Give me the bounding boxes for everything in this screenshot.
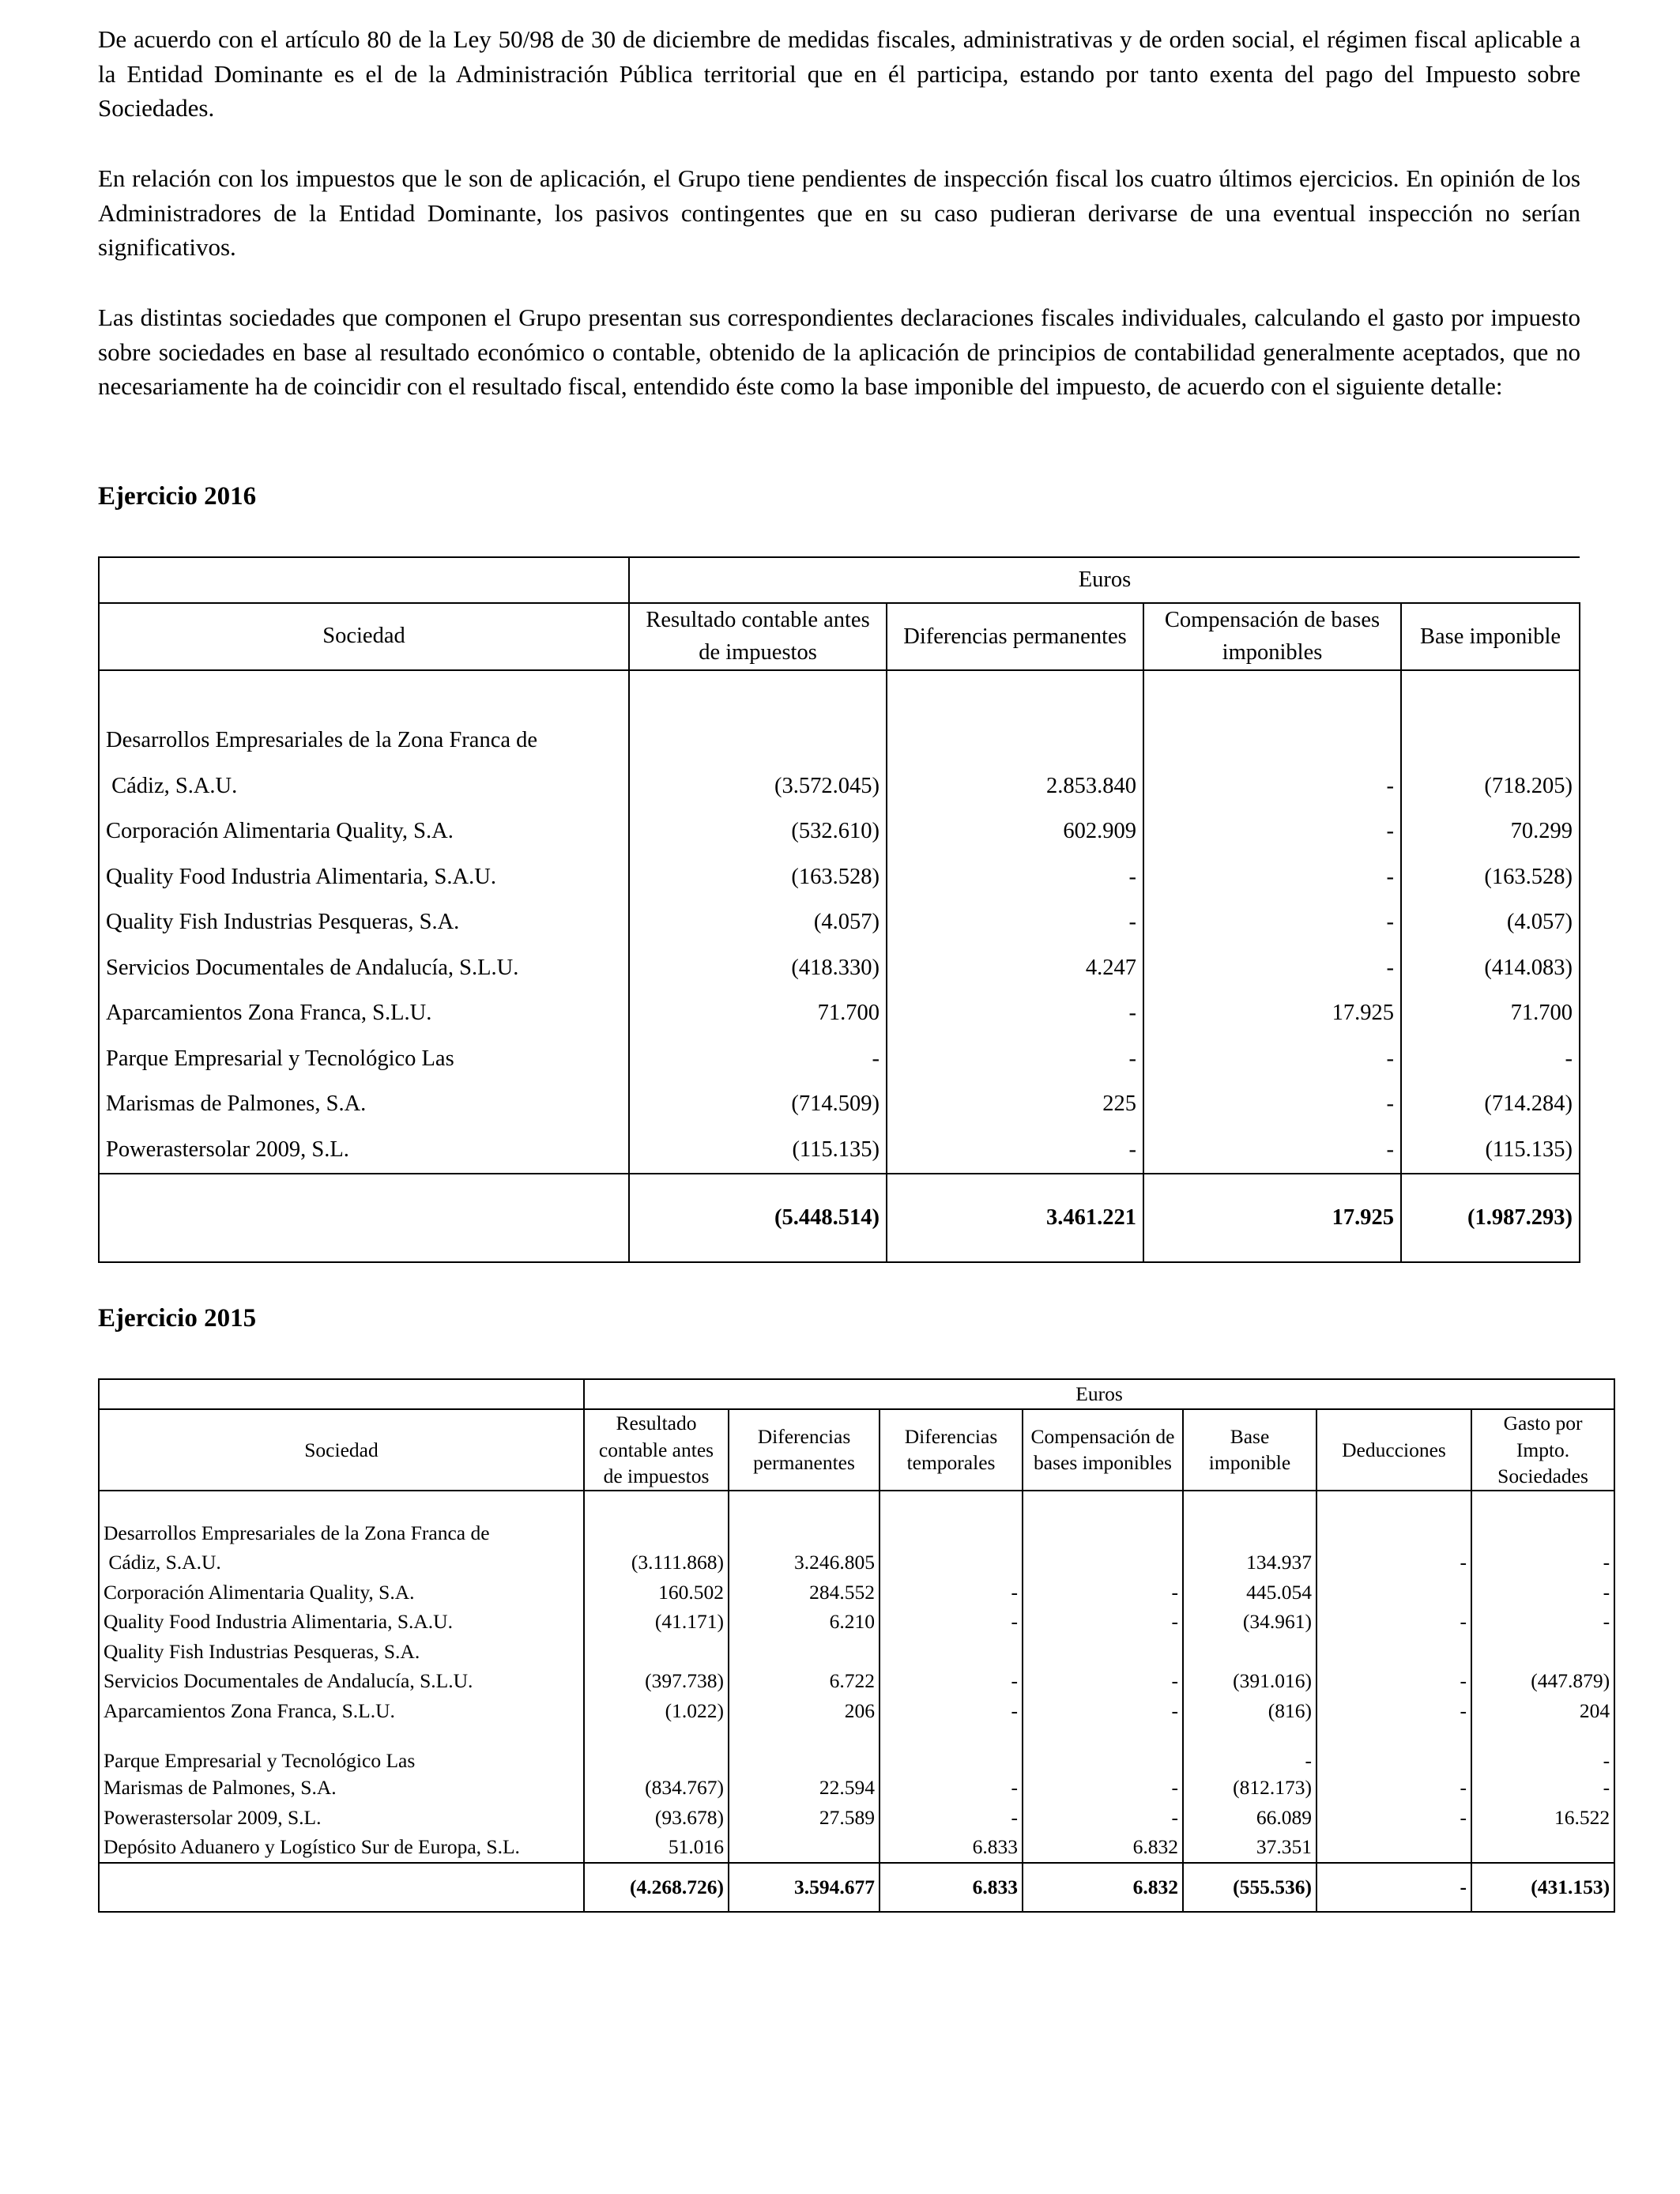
value-cell: [880, 1518, 1023, 1548]
table-row: [99, 854, 1580, 900]
value-cell: [880, 1547, 1023, 1578]
value-cell: -: [1143, 1082, 1401, 1128]
table-row: [99, 991, 1580, 1037]
heading-2015: Ejercicio 2015: [98, 1304, 257, 1333]
value-cell: 71.700: [629, 991, 887, 1037]
value-cell: 6.832: [1023, 1832, 1183, 1863]
total-cell: -: [1317, 1863, 1471, 1912]
value-cell: -: [1471, 1547, 1614, 1578]
table-row: [99, 1578, 1614, 1608]
table-row: [99, 1773, 1614, 1803]
value-cell: (414.083): [1401, 945, 1580, 991]
company-name-cell: Servicios Documentales de Andalucía, S.L.U.: [99, 945, 629, 991]
value-cell: -: [1401, 1036, 1580, 1082]
value-cell: 70.299: [1401, 809, 1580, 855]
value-cell: -: [1143, 1036, 1401, 1082]
heading-2016: Ejercicio 2016: [98, 482, 257, 511]
value-cell: [584, 1725, 729, 1773]
value-cell: -: [1317, 1666, 1471, 1696]
value-cell: 602.909: [887, 809, 1143, 855]
value-cell: -: [1143, 1127, 1401, 1174]
value-cell: (1.022): [584, 1696, 729, 1726]
value-cell: 71.700: [1401, 991, 1580, 1037]
value-cell: [1023, 1637, 1183, 1667]
value-cell: (41.171): [584, 1607, 729, 1637]
value-cell: -: [1023, 1578, 1183, 1608]
value-cell: [729, 1518, 880, 1548]
company-name-cell: Cádiz, S.A.U.: [99, 1547, 584, 1578]
value-cell: 6.722: [729, 1666, 880, 1696]
value-cell: (115.135): [629, 1127, 887, 1174]
company-name-cell: Quality Food Industria Alimentaria, S.A.U.: [99, 854, 629, 900]
value-cell: 66.089: [1183, 1803, 1317, 1833]
value-cell: [1317, 1637, 1471, 1667]
value-cell: (391.016): [1183, 1666, 1317, 1696]
table-row: [99, 1036, 1580, 1082]
value-cell: [1143, 718, 1401, 764]
value-cell: [729, 1832, 880, 1863]
column-header: Gasto por Impto. Sociedades: [1471, 1409, 1614, 1491]
table-row: [99, 945, 1580, 991]
euros-header: Euros: [584, 1379, 1614, 1409]
value-cell: 22.594: [729, 1773, 880, 1803]
value-cell: -: [1143, 763, 1401, 809]
company-name-cell: Parque Empresarial y Tecnológico Las: [99, 1725, 584, 1773]
company-name-cell: Servicios Documentales de Andalucía, S.L.U.: [99, 1666, 584, 1696]
table-row: [99, 1637, 1614, 1667]
table-row: [99, 763, 1580, 809]
column-header: Base imponible: [1183, 1409, 1317, 1491]
company-name-cell: Quality Fish Industrias Pesqueras, S.A.: [99, 900, 629, 946]
value-cell: -: [1183, 1725, 1317, 1773]
value-cell: -: [1023, 1773, 1183, 1803]
value-cell: -: [1143, 809, 1401, 855]
value-cell: [880, 1637, 1023, 1667]
total-cell: (555.536): [1183, 1863, 1317, 1912]
value-cell: (714.509): [629, 1082, 887, 1128]
table-row: [99, 1803, 1614, 1833]
table-row: [99, 1666, 1614, 1696]
total-label-cell: [99, 1863, 584, 1912]
total-label-cell: [99, 1174, 629, 1262]
total-cell: 3.461.221: [887, 1174, 1143, 1262]
total-cell: (4.268.726): [584, 1863, 729, 1912]
value-cell: (4.057): [629, 900, 887, 946]
company-name-cell: Depósito Aduanero y Logístico Sur de Europa, S.L.: [99, 1832, 584, 1863]
company-name-cell: Parque Empresarial y Tecnológico Las: [99, 1036, 629, 1082]
value-cell: 284.552: [729, 1578, 880, 1608]
value-cell: -: [887, 854, 1143, 900]
company-name-cell: Corporación Alimentaria Quality, S.A.: [99, 809, 629, 855]
value-cell: [1401, 718, 1580, 764]
table-row: [99, 1127, 1580, 1174]
value-cell: [729, 1725, 880, 1773]
value-cell: 37.351: [1183, 1832, 1317, 1863]
value-cell: -: [887, 1127, 1143, 1174]
value-cell: (4.057): [1401, 900, 1580, 946]
value-cell: -: [1317, 1547, 1471, 1578]
table-row: [99, 1696, 1614, 1726]
value-cell: -: [1471, 1607, 1614, 1637]
column-header: Resultado contable antes de impuestos: [584, 1409, 729, 1491]
column-header: Resultado contable antes de impuestos: [629, 603, 887, 670]
value-cell: -: [887, 1036, 1143, 1082]
value-cell: 51.016: [584, 1832, 729, 1863]
value-cell: [1023, 1518, 1183, 1548]
value-cell: 134.937: [1183, 1547, 1317, 1578]
value-cell: -: [1023, 1666, 1183, 1696]
value-cell: -: [880, 1803, 1023, 1833]
company-name-cell: Corporación Alimentaria Quality, S.A.: [99, 1578, 584, 1608]
value-cell: [1183, 1637, 1317, 1667]
value-cell: [629, 718, 887, 764]
value-cell: -: [880, 1696, 1023, 1726]
company-name-cell: Quality Fish Industrias Pesqueras, S.A.: [99, 1637, 584, 1667]
value-cell: [584, 1637, 729, 1667]
value-cell: -: [1143, 900, 1401, 946]
total-cell: (5.448.514): [629, 1174, 887, 1262]
column-header: Diferencias permanentes: [887, 603, 1143, 670]
value-cell: [1183, 1518, 1317, 1548]
value-cell: (816): [1183, 1696, 1317, 1726]
value-cell: -: [1023, 1803, 1183, 1833]
table-row: [99, 1725, 1614, 1773]
value-cell: -: [1471, 1725, 1614, 1773]
company-name-cell: Desarrollos Empresariales de la Zona Franca de: [99, 718, 629, 764]
table-row: [99, 1518, 1614, 1548]
table-2016: [98, 556, 1580, 1263]
value-cell: [1471, 1637, 1614, 1667]
total-cell: 6.832: [1023, 1863, 1183, 1912]
value-cell: 4.247: [887, 945, 1143, 991]
value-cell: -: [1317, 1773, 1471, 1803]
value-cell: -: [1317, 1803, 1471, 1833]
value-cell: [1317, 1832, 1471, 1863]
value-cell: 206: [729, 1696, 880, 1726]
value-cell: (3.111.868): [584, 1547, 729, 1578]
euros-header: Euros: [629, 557, 1580, 603]
company-name-cell: Aparcamientos Zona Franca, S.L.U.: [99, 1696, 584, 1726]
table-row: [99, 1832, 1614, 1863]
value-cell: [1317, 1518, 1471, 1548]
column-header: Compensación de bases imponibles: [1143, 603, 1401, 670]
value-cell: 3.246.805: [729, 1547, 880, 1578]
value-cell: -: [629, 1036, 887, 1082]
table-row: [99, 1607, 1614, 1637]
company-name-cell: Powerastersolar 2009, S.L.: [99, 1803, 584, 1833]
value-cell: -: [1471, 1773, 1614, 1803]
value-cell: 17.925: [1143, 991, 1401, 1037]
value-cell: [1023, 1547, 1183, 1578]
value-cell: -: [887, 900, 1143, 946]
value-cell: [584, 1518, 729, 1548]
value-cell: [1471, 1518, 1614, 1548]
value-cell: (714.284): [1401, 1082, 1580, 1128]
value-cell: 6.210: [729, 1607, 880, 1637]
value-cell: 445.054: [1183, 1578, 1317, 1608]
value-cell: -: [880, 1773, 1023, 1803]
value-cell: 204: [1471, 1696, 1614, 1726]
column-header: Base imponible: [1401, 603, 1580, 670]
table-row: [99, 1547, 1614, 1578]
value-cell: [729, 1637, 880, 1667]
total-cell: (431.153): [1471, 1863, 1614, 1912]
empty-corner-cell: [99, 1379, 584, 1409]
value-cell: 225: [887, 1082, 1143, 1128]
value-cell: -: [1023, 1607, 1183, 1637]
value-cell: (532.610): [629, 809, 887, 855]
column-header: Deducciones: [1317, 1409, 1471, 1491]
company-name-cell: Marismas de Palmones, S.A.: [99, 1082, 629, 1128]
value-cell: [887, 718, 1143, 764]
value-cell: [1023, 1725, 1183, 1773]
value-cell: (718.205): [1401, 763, 1580, 809]
value-cell: -: [880, 1666, 1023, 1696]
sociedad-header: Sociedad: [99, 1409, 584, 1491]
column-header: Compensación de bases imponibles: [1023, 1409, 1183, 1491]
value-cell: -: [1471, 1578, 1614, 1608]
value-cell: (3.572.045): [629, 763, 887, 809]
value-cell: 6.833: [880, 1832, 1023, 1863]
value-cell: -: [887, 991, 1143, 1037]
company-name-cell: Aparcamientos Zona Franca, S.L.U.: [99, 991, 629, 1037]
company-name-cell: Quality Food Industria Alimentaria, S.A.U.: [99, 1607, 584, 1637]
total-cell: 6.833: [880, 1863, 1023, 1912]
company-name-cell: Marismas de Palmones, S.A.: [99, 1773, 584, 1803]
value-cell: (163.528): [629, 854, 887, 900]
value-cell: -: [1023, 1696, 1183, 1726]
value-cell: (34.961): [1183, 1607, 1317, 1637]
value-cell: [1471, 1832, 1614, 1863]
value-cell: -: [1143, 854, 1401, 900]
total-cell: (1.987.293): [1401, 1174, 1580, 1262]
sociedad-header: Sociedad: [99, 603, 629, 670]
column-header: Diferencias permanentes: [729, 1409, 880, 1491]
table-row: [99, 809, 1580, 855]
company-name-cell: Cádiz, S.A.U.: [99, 763, 629, 809]
company-name-cell: Desarrollos Empresariales de la Zona Franca de: [99, 1518, 584, 1548]
value-cell: (447.879): [1471, 1666, 1614, 1696]
table-row: [99, 900, 1580, 946]
column-header: Diferencias temporales: [880, 1409, 1023, 1491]
value-cell: -: [1317, 1696, 1471, 1726]
value-cell: (93.678): [584, 1803, 729, 1833]
value-cell: -: [880, 1607, 1023, 1637]
value-cell: (418.330): [629, 945, 887, 991]
value-cell: 2.853.840: [887, 763, 1143, 809]
table-2015: [98, 1378, 1615, 1913]
paragraph-3: Las distintas sociedades que componen el Grupo presentan sus correspondientes declaraciones fiscales individuales, calculando el gasto por impuesto sobre sociedades en base al resultado económico o contable, obtenido de la aplicación de principios de contabilidad generalmente aceptados, que no necesariamente ha de coincidir con el resultado fiscal, entendido éste como la base imponible del impuesto, de acuerdo con el siguiente detalle:: [98, 303, 1580, 400]
value-cell: (115.135): [1401, 1127, 1580, 1174]
value-cell: (812.173): [1183, 1773, 1317, 1803]
company-name-cell: Powerastersolar 2009, S.L.: [99, 1127, 629, 1174]
table-row: [99, 718, 1580, 764]
paragraph-1: De acuerdo con el artículo 80 de la Ley 50/98 de 30 de diciembre de medidas fiscales, administrativas y de orden social, el régimen fiscal aplicable a la Entidad Dominante es el de la Administración Pública territorial que en él participa, estando por tanto exenta del pago del Impuesto sobre Sociedades.: [98, 25, 1580, 122]
value-cell: 27.589: [729, 1803, 880, 1833]
value-cell: [1317, 1725, 1471, 1773]
value-cell: [1317, 1578, 1471, 1608]
total-cell: 17.925: [1143, 1174, 1401, 1262]
value-cell: -: [1143, 945, 1401, 991]
total-cell: 3.594.677: [729, 1863, 880, 1912]
value-cell: 16.522: [1471, 1803, 1614, 1833]
value-cell: 160.502: [584, 1578, 729, 1608]
value-cell: (834.767): [584, 1773, 729, 1803]
table-row: [99, 1082, 1580, 1128]
empty-corner-cell: [99, 557, 629, 603]
value-cell: [880, 1725, 1023, 1773]
value-cell: (397.738): [584, 1666, 729, 1696]
paragraph-2: En relación con los impuestos que le son de aplicación, el Grupo tiene pendientes de inspección fiscal los cuatro últimos ejercicios. En opinión de los Administradores de la Entidad Dominante, los pasivos contingentes que en su caso pudieran derivarse de una eventual inspección no serían significativos.: [98, 164, 1580, 261]
value-cell: -: [1317, 1607, 1471, 1637]
value-cell: (163.528): [1401, 854, 1580, 900]
value-cell: -: [880, 1578, 1023, 1608]
